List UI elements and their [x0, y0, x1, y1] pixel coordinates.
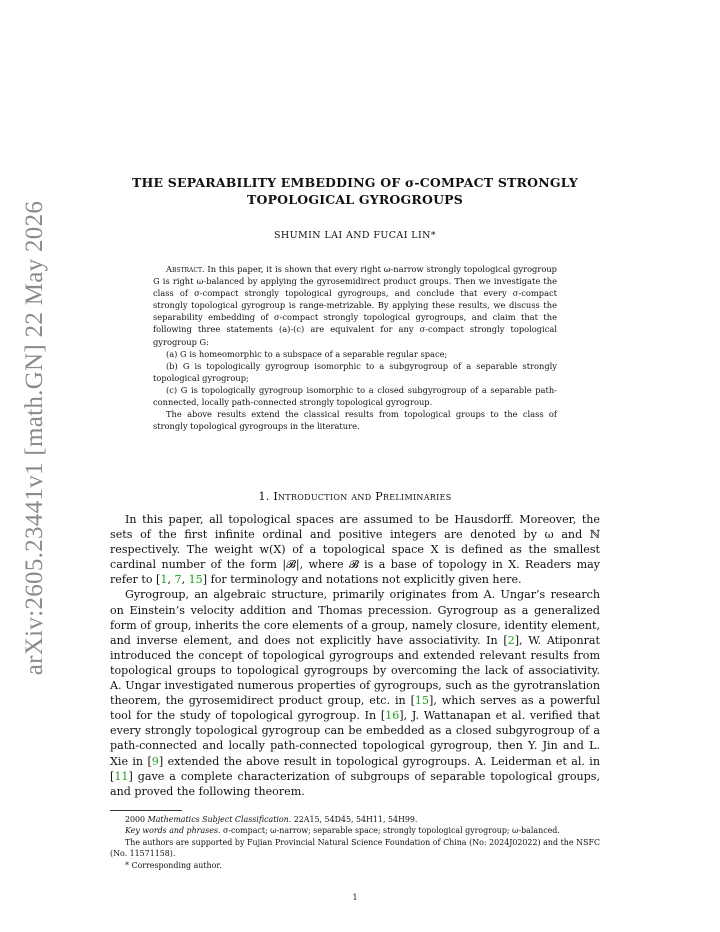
footnote-funding: The authors are supported by Fujian Provincial Natural Science Foundation of China (No: 2024J02022) and the NSFC (No. 11571158).	[110, 837, 600, 859]
title-line-2: TOPOLOGICAL GYROGROUPS	[246, 192, 464, 207]
msc-codes: 22A15, 54D45, 54H11, 54H99.	[293, 815, 418, 824]
abstract-label: Abstract.	[166, 264, 205, 274]
msc-year: 2000	[125, 815, 146, 824]
abstract-item-a: (a) G is homeomorphic to a subspace of a separable regular space;	[166, 348, 448, 359]
footnote-corresponding: * Corresponding author.	[125, 860, 222, 870]
footnote-msc	[110, 814, 600, 825]
citation-link[interactable]: 7	[174, 573, 182, 587]
p1-sep-1: ,	[167, 573, 175, 587]
author-list: SHUMIN LAI AND FUCAI LIN*	[274, 230, 436, 241]
title-line-1: THE SEPARABILITY EMBEDDING OF σ-COMPACT STRONGLY	[131, 175, 579, 190]
p2-text-e: ] extended the above result in topological gyrogroups. A. Leiderman et al. in [	[110, 754, 600, 783]
footnotes	[110, 814, 600, 871]
citation-link[interactable]: 11	[114, 769, 129, 783]
citation-link[interactable]: 1	[160, 573, 168, 587]
citation-link[interactable]: 9	[151, 754, 159, 768]
p2-text-b: ], W. Atiponrat introduced the concept of topological gyrogroups and extended relevant results from topological groups to topological gyrogroups by overcoming the lack of associativity. A. Ungar investigated numerous properties of gyrogroups, such as the gyrotranslation theorem, the gyrosemidirect product group, etc. in [	[110, 633, 600, 708]
paragraph-2	[110, 587, 600, 798]
page-number: 1	[352, 893, 358, 902]
p2-text-d: ], J. Wattanapan et al. verified that every strongly topological gyrogroup can be embedded as a closed subgyrogroup of a path-connected and locally path-connected topological gyrogroup, then Y. Jin and L. Xie in [	[110, 709, 600, 768]
p2-text-f: ] gave a complete characterization of subgroups of separable topological groups, and proved the following theorem.	[110, 769, 600, 798]
abstract	[153, 263, 557, 432]
paragraph-1	[110, 512, 600, 587]
citation-link[interactable]: 16	[385, 709, 400, 723]
arxiv-identifier: arXiv:2605.23441v1 [math.GN] 22 May 2026	[21, 200, 48, 676]
p1-text-b: ] for terminology and notations not explicitly given here.	[202, 573, 522, 587]
abstract-body	[153, 263, 557, 348]
arxiv-sidebar	[0, 0, 60, 932]
msc-label: Mathematics Subject Classification.	[147, 815, 292, 824]
abstract-text: In this paper, it is shown that every right ω-narrow strongly topological gyrogroup G is right ω-balanced by applying the gyrosemidirect product groups. Then we investigate the class of σ-compact strongly topological gyrogroups, and conclude that every σ-compact strongly topological gyrogroup is range-metrizable. By applying these results, we discuss the separability embedding of σ-compact strongly topological gyrogroups, and claim that the following three statements (a)-(c) are equivalent for any σ-compact strongly topological gyrogroup G:	[153, 264, 557, 347]
section-heading: 1. Introduction and Preliminaries	[258, 490, 452, 503]
citation-link[interactable]: 15	[414, 694, 430, 708]
citation-link[interactable]: 15	[188, 573, 203, 587]
footnote-keywords	[110, 825, 600, 836]
paper-title	[110, 174, 600, 208]
abstract-item-b: (b) G is topologically gyrogroup isomorphic to a subgyrogroup of a separable strongly topological gyrogroup;	[153, 360, 557, 383]
citation-link[interactable]: 2	[507, 633, 515, 647]
body-text	[110, 512, 600, 799]
p1-text-a: In this paper, all topological spaces are assumed to be Hausdorff. Moreover, the sets of the first infinite ordinal and positive integers are denoted by ω and ℕ respectively. The weight w(X) of a topological space X is defined as the smallest cardinal number of the form |𝓑|, where 𝓑 is a base of topology in X. Readers may refer to [	[110, 513, 600, 587]
abstract-item-c: (c) G is topologically gyrogroup isomorphic to a closed subgyrogroup of a separable path-connected, locally path-connected strongly topological gyrogroup.	[153, 384, 557, 408]
footnote-divider	[110, 810, 182, 811]
p2-text-c: ], which serves as a powerful tool for the study of topological gyrogroup. In [	[110, 694, 600, 723]
p1-sep-2: ,	[181, 573, 189, 587]
abstract-closing: The above results extend the classical results from topological groups to the class of strongly topological gyrogroups in the literature.	[153, 409, 557, 432]
keywords-text: σ-compact; ω-narrow; separable space; strongly topological gyrogroup; ω-balanced.	[222, 826, 560, 836]
p2-text-a: Gyrogroup, an algebraic structure, primarily originates from A. Ungar’s research on Einstein’s velocity addition and Thomas precession. Gyrogroup as a generalized form of group, inherits the core elements of a group, namely closure, identity element, and inverse element, and does not explicitly have associativity. In [	[110, 588, 600, 647]
keywords-label: Key words and phrases.	[125, 826, 221, 836]
